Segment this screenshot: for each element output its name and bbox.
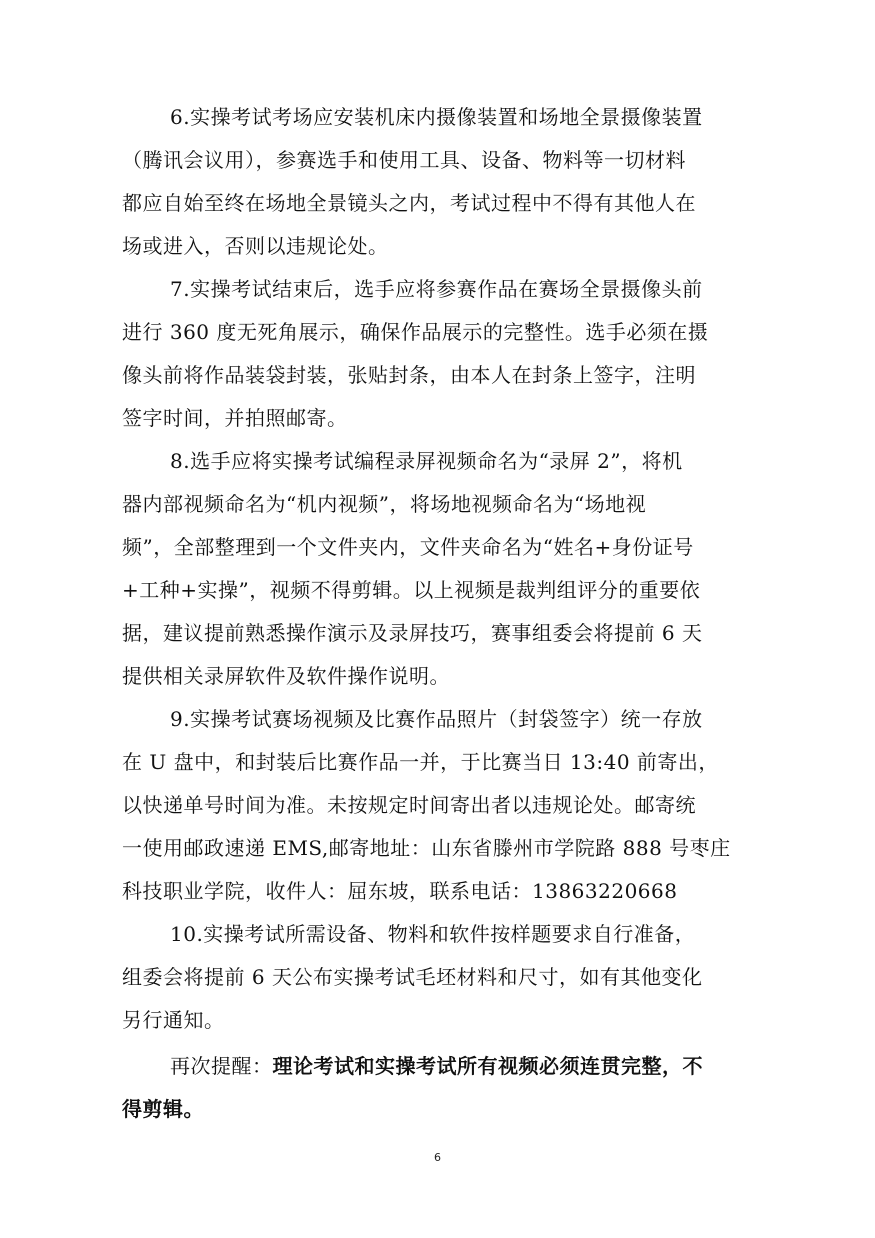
text-line: （腾讯会议用），参赛选手和使用工具、设备、物料等一切材料 — [122, 148, 686, 172]
text-line: 科技职业学院，收件人：屈东坡，联系电话：13863220668 — [122, 879, 678, 903]
text-line: 7.实操考试结束后，选手应将参赛作品在赛场全景摄像头前 — [170, 277, 703, 301]
reminder-line — [122, 1045, 752, 1088]
text-line: 另行通知。 — [122, 1008, 225, 1032]
text-line: 9.实操考试赛场视频及比赛作品照片（封袋签字）统一存放 — [170, 707, 703, 731]
paragraph-item-6 — [122, 96, 752, 268]
text-line: 像头前将作品装袋封装，张贴封条，由本人在封条上签字，注明 — [122, 363, 696, 387]
paragraph-item-7 — [122, 268, 752, 440]
page-number: 6 — [434, 1151, 441, 1164]
document-body — [122, 96, 752, 1131]
text-line: 在 U 盘中，和封装后比赛作品一并，于比赛当日 13:40 前寄出， — [122, 750, 719, 774]
text-line: 据，建议提前熟悉操作演示及录屏技巧，赛事组委会将提前 6 天 — [122, 621, 703, 645]
paragraph-item-9 — [122, 698, 752, 913]
text-line: 6.实操考试考场应安装机床内摄像装置和场地全景摄像装置 — [170, 105, 703, 129]
reminder-paragraph — [122, 1045, 752, 1131]
text-line: 频”，全部整理到一个文件夹内，文件夹命名为“姓名+身份证号 — [122, 535, 694, 559]
text-line: 器内部视频命名为“机内视频”，将场地视频命名为“场地视 — [122, 492, 647, 516]
text-line: +工种+实操”，视频不得剪辑。以上视频是裁判组评分的重要依 — [122, 578, 701, 602]
reminder-emphasis-continued: 得剪辑。 — [122, 1097, 204, 1121]
paragraph-item-10 — [122, 913, 752, 1042]
text-line: 进行 360 度无死角展示，确保作品展示的完整性。选手必须在摄 — [122, 320, 709, 344]
text-line: 场或进入，否则以违规论处。 — [122, 234, 389, 258]
text-line: 组委会将提前 6 天公布实操考试毛坯材料和尺寸，如有其他变化 — [122, 965, 703, 989]
text-line: 提供相关录屏软件及软件操作说明。 — [122, 664, 450, 688]
text-line: 以快递单号时间为准。未按规定时间寄出者以违规论处。邮寄统 — [122, 793, 696, 817]
text-line: 一使用邮政速递 EMS,邮寄地址：山东省滕州市学院路 888 号枣庄 — [122, 836, 731, 860]
paragraph-item-8 — [122, 440, 752, 698]
text-line: 10.实操考试所需设备、物料和软件按样题要求自行准备， — [170, 922, 696, 946]
reminder-label: 再次提醒： — [170, 1054, 273, 1078]
text-line: 8.选手应将实操考试编程录屏视频命名为“录屏 2”，将机 — [170, 449, 683, 473]
reminder-emphasis: 理论考试和实操考试所有视频必须连贯完整，不 — [272, 1054, 703, 1078]
text-line: 都应自始至终在场地全景镜头之内，考试过程中不得有其他人在 — [122, 191, 696, 215]
text-line: 签字时间，并拍照邮寄。 — [122, 406, 348, 430]
